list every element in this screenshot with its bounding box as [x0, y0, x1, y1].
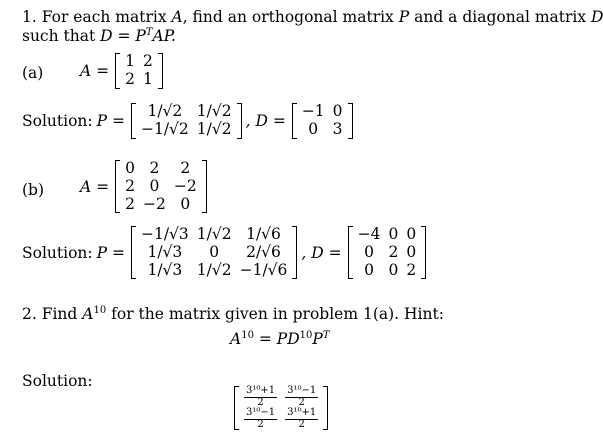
matrix-row: [354, 244, 421, 262]
matrix-cell: −1/√3: [140, 225, 189, 243]
answer-entry: [244, 386, 277, 408]
matrix-cell: 1/√2: [147, 102, 183, 120]
matrix-cell: 1/√3: [147, 260, 183, 279]
part-b-solution: [22, 226, 426, 279]
matrix-cell: −2: [173, 176, 197, 195]
matrix-cell: 2: [388, 242, 399, 261]
matrix-cell: 2: [125, 69, 135, 88]
var-d: D: [591, 8, 603, 26]
matrix-cell: 1: [142, 69, 153, 88]
matrix-cell: 2: [142, 52, 153, 70]
matrix-row: [354, 262, 421, 280]
matrix-cell: 0: [332, 102, 343, 120]
matrix-row: [121, 196, 201, 214]
matrix-cell: 1/√6: [246, 225, 281, 243]
problem2-line: [22, 305, 444, 323]
matrix-row: [137, 244, 291, 262]
matrix-cell: 1/√2: [196, 260, 232, 279]
matrix-cell: 2: [125, 176, 135, 195]
var-a: A: [171, 8, 183, 26]
matrix-row: [298, 121, 347, 139]
matrix-cell: 0: [125, 159, 135, 177]
answer-entry: [285, 408, 318, 430]
answer-denominator: 2: [298, 396, 305, 408]
part-b-lhs: A =: [80, 177, 110, 196]
matrix-cell: 0: [406, 225, 417, 243]
matrix-cell: 0: [209, 242, 220, 261]
matrix-cell: −2: [142, 194, 166, 213]
matrix-row: [354, 226, 421, 244]
part-b-d-matrix: [348, 226, 427, 279]
part-b-label: (b): [22, 181, 45, 199]
matrix-cell: 0: [364, 242, 374, 261]
var-p: P: [398, 8, 410, 26]
part-b-d-sep: , D =: [301, 243, 342, 262]
matrix-cell: −4: [357, 225, 381, 243]
matrix-cell: −1/√2: [140, 119, 189, 138]
matrix-cell: 0: [388, 260, 399, 279]
matrix-row: [137, 103, 236, 121]
problem2-hint-equation: [230, 330, 329, 348]
matrix-cell: 1/√3: [147, 242, 183, 261]
matrix-row: [121, 178, 201, 196]
problem1-equation-sup: T: [145, 27, 153, 38]
part-a-d-sep: , D =: [245, 111, 286, 130]
answer-matrix: [234, 386, 328, 430]
problem1-line2-text: such that: [22, 27, 101, 46]
answer-numerator: 3¹⁰−1: [246, 407, 276, 418]
answer-denominator: 2: [257, 396, 264, 408]
part-a-matrix-line: [80, 53, 163, 89]
answer-denominator: 2: [257, 418, 264, 430]
problem1-prefix: 1. For each matrix: [22, 8, 172, 26]
part-a-solution-label: Solution:: [22, 111, 93, 130]
matrix-row: [121, 53, 157, 71]
matrix-row: [137, 226, 291, 244]
problem2-suffix: for the matrix given in problem 1(a). Hint:: [106, 305, 444, 324]
answer-numerator: 3¹⁰+1: [246, 385, 276, 396]
part-a-label: (a): [22, 64, 44, 82]
problem2-solution-label: Solution:: [22, 372, 93, 390]
part-a-solution: [22, 103, 353, 139]
matrix-cell: 0: [149, 176, 160, 195]
part-b-p-matrix: [131, 226, 297, 279]
answer-numerator: 3¹⁰+1: [287, 407, 317, 418]
hint-lhs-sup: 10: [241, 330, 254, 341]
problem1-equation: D = P: [100, 27, 146, 46]
matrix-row: [137, 121, 236, 139]
matrix-cell: 2: [180, 159, 191, 177]
answer-denominator: 2: [298, 418, 305, 430]
matrix-cell: 2: [406, 260, 417, 279]
problem2-answer: [234, 386, 328, 430]
part-a-p-lhs: P =: [96, 111, 125, 130]
hint-eq-sup: 10: [299, 330, 313, 341]
matrix-cell: 1/√2: [196, 102, 232, 120]
answer-entry: [285, 386, 318, 408]
matrix-cell: 0: [388, 225, 399, 243]
part-b-matrix: [115, 160, 207, 213]
part-b-solution-label: Solution:: [22, 243, 93, 262]
matrix-row: [121, 71, 157, 89]
matrix-cell: 3: [332, 119, 343, 138]
hint-eq: = PD: [253, 330, 300, 349]
matrix-cell: 1/√2: [196, 119, 232, 138]
matrix-cell: 2: [125, 194, 135, 213]
hint-lhs: A: [230, 330, 242, 349]
problem2-prefix: 2. Find: [22, 305, 83, 324]
problem1-mid2: and a diagonal matrix: [409, 8, 592, 26]
matrix-cell: 1: [125, 52, 135, 70]
part-a-d-matrix: [292, 103, 353, 139]
problem1-line1: [22, 8, 603, 26]
matrix-cell: 1/√2: [196, 225, 232, 243]
answer-entry: [244, 408, 277, 430]
part-b-p-lhs: P =: [96, 243, 125, 262]
part-a-lhs: A =: [80, 61, 110, 80]
matrix-cell: 0: [364, 260, 374, 279]
hint-tail: P: [312, 330, 323, 349]
matrix-cell: 0: [406, 242, 417, 261]
matrix-cell: −1/√6: [239, 260, 288, 279]
problem2-var-a: A: [82, 305, 94, 324]
problem1-mid1: , find an orthogonal matrix: [182, 8, 399, 26]
matrix-row: [137, 262, 291, 280]
part-b-matrix-line: [80, 160, 207, 213]
hint-tail-sup: T: [322, 330, 330, 341]
part-a-p-matrix: [131, 103, 242, 139]
answer-numerator: 3¹⁰−1: [287, 385, 317, 396]
matrix-cell: 2: [149, 159, 160, 177]
matrix-cell: 0: [308, 119, 319, 138]
matrix-cell: −1: [301, 102, 325, 120]
matrix-cell: 0: [180, 194, 191, 213]
problem2-a-sup: 10: [93, 305, 107, 316]
matrix-row: [121, 160, 201, 178]
part-a-matrix: [115, 53, 163, 89]
problem1-equation-tail: AP.: [152, 27, 176, 46]
matrix-cell: 2/√6: [246, 242, 281, 261]
matrix-row: [298, 103, 347, 121]
problem1-line2: [22, 27, 176, 45]
